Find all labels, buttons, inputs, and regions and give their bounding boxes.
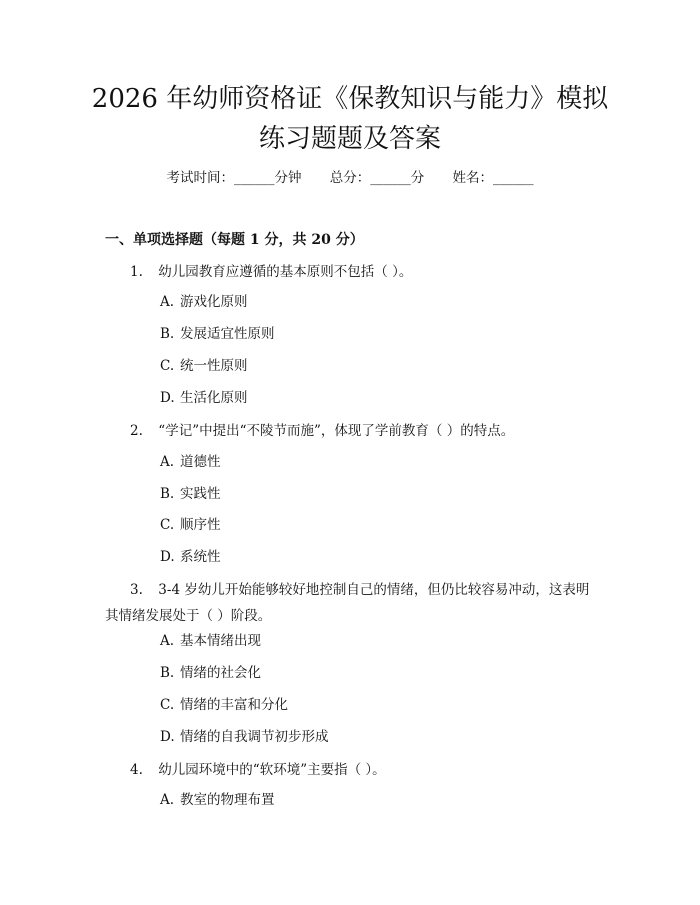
option-text: 教室的物理布置 xyxy=(180,792,275,808)
question-number: 2. xyxy=(130,423,143,439)
option-text: 发展适宜性原则 xyxy=(180,326,275,342)
name-field: 姓名：______ xyxy=(452,170,534,186)
option-text: 情绪的丰富和分化 xyxy=(180,697,288,713)
question-1-option-c xyxy=(160,356,248,376)
option-letter: A. xyxy=(160,792,175,808)
question-text: 幼儿园环境中的“软环境”主要指（ ）。 xyxy=(158,762,386,778)
question-1-option-b xyxy=(160,324,275,344)
option-letter: B. xyxy=(160,665,175,681)
question-4-option-a xyxy=(160,790,275,810)
question-2-option-d xyxy=(160,547,221,567)
document-title-line1: 2026 年幼师资格证《保教知识与能力》模拟 xyxy=(91,84,609,114)
option-text: 统一性原则 xyxy=(180,358,248,374)
question-3-option-d xyxy=(160,727,329,747)
question-number: 3. xyxy=(130,582,143,598)
option-text: 情绪的自我调节初步形成 xyxy=(180,729,329,745)
option-text: 实践性 xyxy=(180,486,221,502)
option-text: 基本情绪出现 xyxy=(180,633,261,649)
option-letter: A. xyxy=(160,633,175,649)
question-2-option-b xyxy=(160,484,221,504)
option-text: 生活化原则 xyxy=(180,390,248,406)
option-text: 顺序性 xyxy=(180,517,221,533)
exam-time-field: 考试时间：______分钟 xyxy=(166,170,302,186)
question-number: 4. xyxy=(130,762,143,778)
exam-info xyxy=(0,168,700,188)
option-text: 系统性 xyxy=(180,549,221,565)
question-1-option-a xyxy=(160,292,248,312)
question-text: “学记”中提出“不陵节而施”，体现了学前教育（ ）的特点。 xyxy=(158,423,515,439)
option-letter: A. xyxy=(160,454,175,470)
question-text: 3-4 岁幼儿开始能够较好地控制自己的情绪，但仍比较容易冲动，这表明其情绪发展处于（ ）阶段。 xyxy=(105,582,590,624)
option-letter: D. xyxy=(160,549,175,565)
question-text: 幼儿园教育应遵循的基本原则不包括（ ）。 xyxy=(158,264,413,280)
option-letter: B. xyxy=(160,486,175,502)
option-text: 情绪的社会化 xyxy=(180,665,261,681)
question-3-option-a xyxy=(160,631,261,651)
option-letter: D. xyxy=(160,390,175,406)
document-title-line2: 练习题题及答案 xyxy=(258,124,441,154)
question-1-option-d xyxy=(160,388,248,408)
question-3-option-c xyxy=(160,695,288,715)
question-2 xyxy=(105,418,600,444)
option-letter: A. xyxy=(160,294,175,310)
option-text: 道德性 xyxy=(180,454,221,470)
total-score-field: 总分：______分 xyxy=(329,170,425,186)
option-letter: B. xyxy=(160,326,175,342)
question-4 xyxy=(105,757,600,783)
option-text: 游戏化原则 xyxy=(180,294,248,310)
section-title: 一、单项选择题（每题 1 分，共 20 分） xyxy=(105,232,364,248)
option-letter: D. xyxy=(160,729,175,745)
question-2-option-a xyxy=(160,452,221,472)
option-letter: C. xyxy=(160,697,175,713)
question-1 xyxy=(105,259,600,285)
option-letter: C. xyxy=(160,517,175,533)
option-letter: C. xyxy=(160,358,175,374)
question-3 xyxy=(105,577,600,629)
question-3-option-b xyxy=(160,663,261,683)
question-2-option-c xyxy=(160,515,221,535)
question-number: 1. xyxy=(130,264,143,280)
